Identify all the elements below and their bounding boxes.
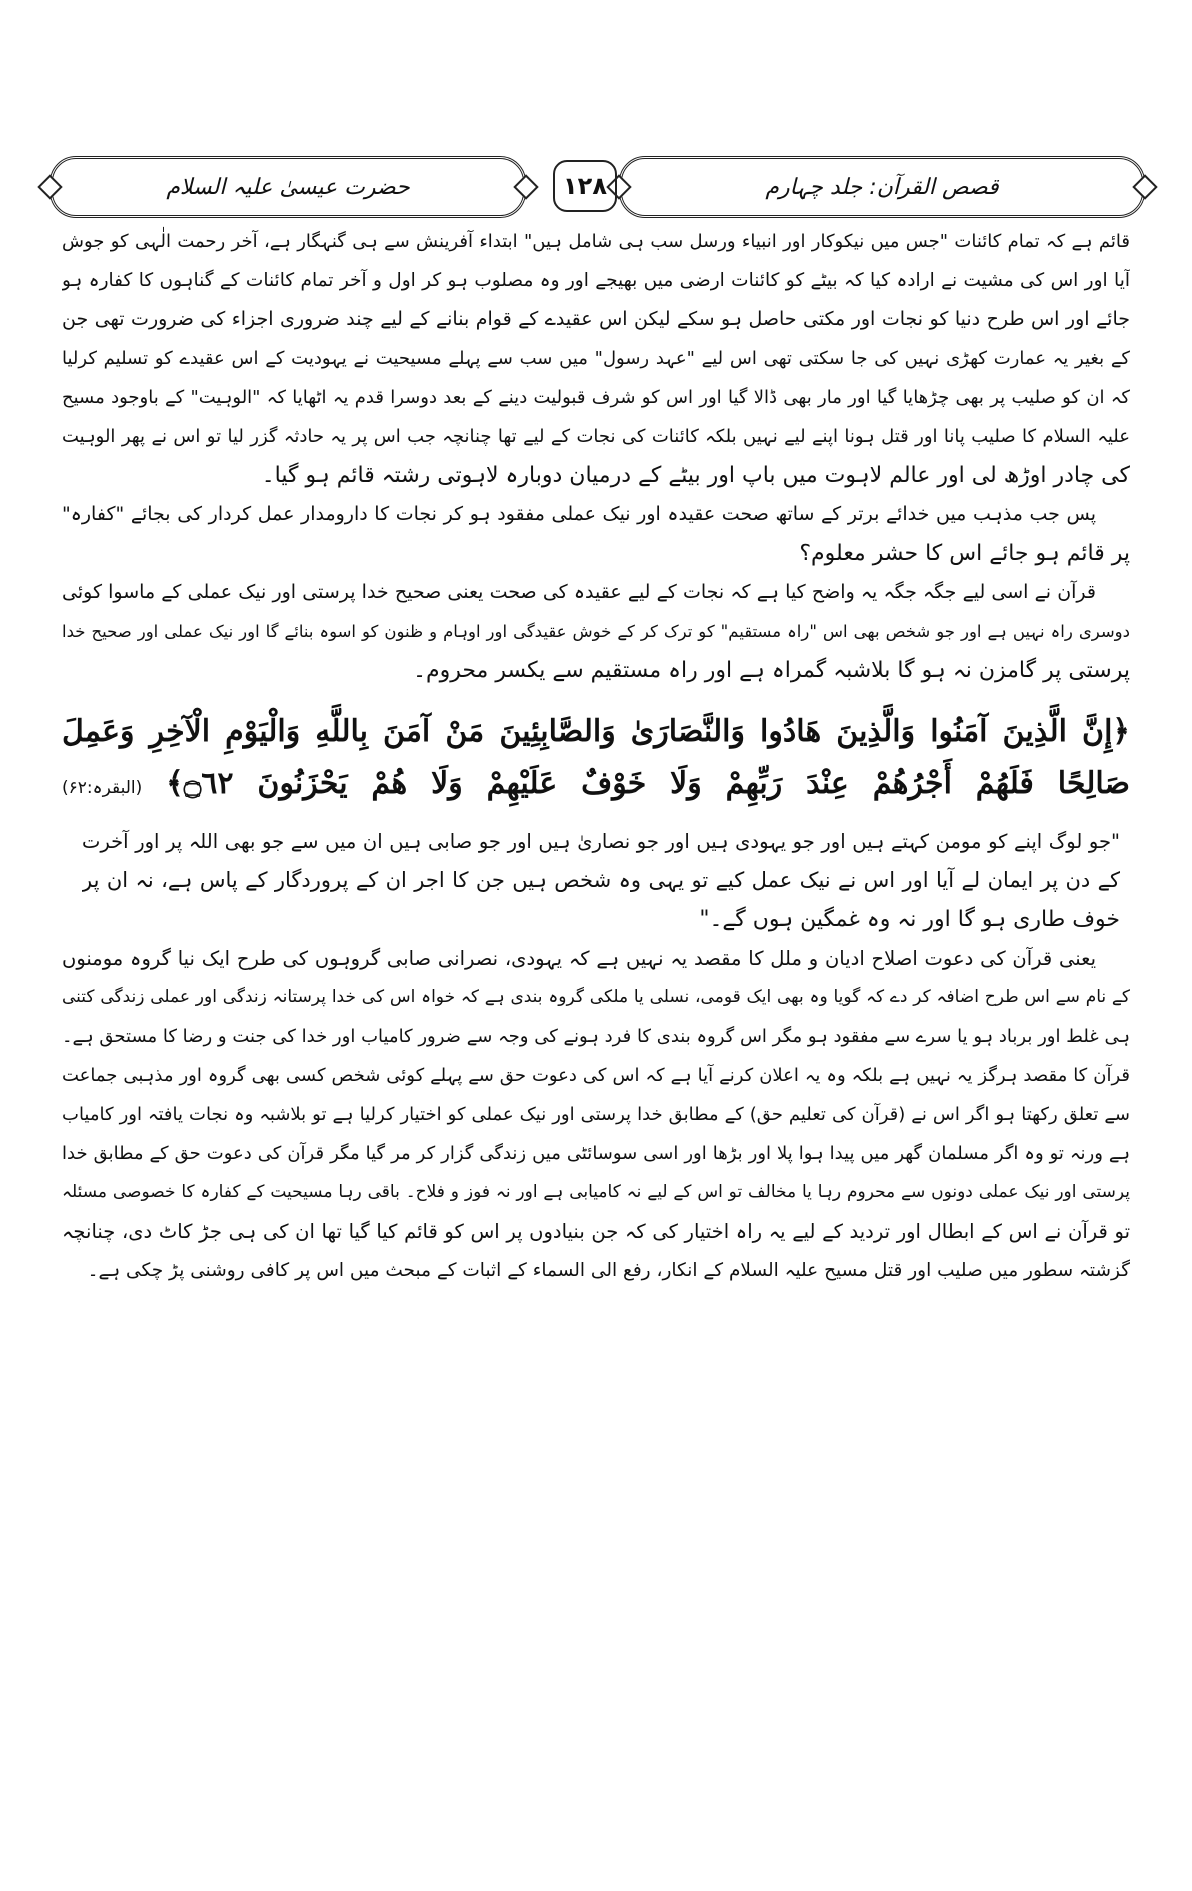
quran-verse: [62, 706, 1130, 814]
text-line: یعنی قرآن کی دعوت اصلاح ادیان و ملل کا مقصد یہ نہیں ہے کہ یہودی، نصرانی صابی گروہوں کی طرح ایک نیا گروہ مومنوں: [62, 947, 1096, 970]
book-title: قصص القرآن: جلد چہارم: [765, 174, 999, 200]
text-line: کے نام سے اس طرح اضافہ کر دے کہ گویا وہ بھی ایک قومی، نسلی یا ملکی گروہ بندی ہے کہ خواہ اس کی خدا پرستانہ زندگی اور عملی زندگی کتنی: [62, 987, 1130, 1007]
verse-reference: (البقرہ:۶۲): [62, 778, 143, 798]
verse-line: صَالِحًا فَلَهُمْ أَجْرُهُمْ عِنْدَ رَبِّهِمْ وَلَا خَوْفٌ عَلَيْهِمْ وَلَا هُمْ يَحْزَنُونَ ۝٦٢﴾: [166, 766, 1130, 801]
page-number: ۱۲۸: [553, 160, 617, 212]
text-line: قرآن کا مقصد ہرگز یہ نہیں ہے بلکہ وہ یہ اعلان کرنے آیا ہے کہ اس کی دعوت حق سے پہلے کوئی شخص کسی بھی گروہ اور مذہبی جماعت: [62, 1065, 1130, 1086]
page-body: [62, 222, 1130, 1290]
verse-translation: [62, 822, 1130, 939]
text-line: خوف طاری ہو گا اور نہ وہ غمگین ہوں گے۔": [699, 907, 1120, 932]
text-line: پرستی پر گامزن نہ ہو گا بلاشبہ گمراہ ہے اور راہ مستقیم سے یکسر محروم۔: [413, 658, 1130, 683]
text-line: کہ ان کو صلیب پر بھی چڑھایا گیا اور مار بھی ڈالا گیا اور اس کو شرف قبولیت دینے کے بعد دوسرا قدم یہ اٹھایا کہ "الوہیت" کے باوجود مسیح: [62, 387, 1130, 408]
text-line: "جو لوگ اپنے کو مومن کہتے ہیں اور جو یہودی ہیں اور جو نصاریٰ ہیں اور جو صابی ہیں ان میں سے جو بھی اللہ پر اور آخرت: [82, 830, 1120, 853]
text-line: ہی غلط اور برباد ہو یا سرے سے مفقود ہو مگر اس گروہ بندی کا فرد ہونے کی وجہ سے ضرور کامیاب اور خدا کی جنت و رضا کا مستحق ہے۔: [62, 1026, 1130, 1047]
text-line: تو قرآن نے اس کے ابطال اور تردید کے لیے یہ راہ اختیار کی کہ جن بنیادوں پر اس کو قائم کیا گیا تھا ان کی ہی جڑ کاٹ دی، چنانچہ: [62, 1220, 1130, 1243]
text-line: قائم ہے کہ تمام کائنات "جس میں نیکوکار اور انبیاء ورسل سب ہی شامل ہیں" ابتداء آفرینش سے ہی گنہگار ہے، آخر رحمت الٰہی کو جوش: [62, 231, 1130, 252]
text-line: علیہ السلام کا صلیب پانا اور قتل ہونا اپنے لیے نہیں بلکہ کائنات کی نجات کے لیے تھا چنانچہ جب اس پر یہ حادثہ گزر لیا تو اس نے پھر الوہیت: [62, 426, 1130, 447]
text-line: پس جب مذہب میں خدائے برتر کے ساتھ صحت عقیدہ اور نیک عملی مفقود ہو کر نجات کا دارومدار عمل کردار کی بجائے "کفارہ": [62, 503, 1096, 525]
text-line: جائے اور اس طرح دنیا کو نجات اور مکتی حاصل ہو سکے لیکن اس عقیدے کے قوام بنانے کے لیے چند ضروری اجزاء کی ضرورت تھی جن: [62, 308, 1130, 330]
verse-line-with-ref: [62, 758, 1130, 814]
text-line: کی چادر اوڑھ لی اور عالم لاہوت میں باپ اور بیٹے کے درمیان دوبارہ لاہوتی رشتہ قائم ہو گیا۔: [261, 463, 1130, 488]
text-line: سے تعلق رکھتا ہو اگر اس نے (قرآن کی تعلیم حق) کے مطابق خدا پرستی اور نیک عملی کو اختیار کرلیا ہے تو بلاشبہ وہ نجات یافتہ اور کامیاب: [62, 1104, 1130, 1125]
text-line: آیا اور اس کی مشیت نے ارادہ کیا کہ بیٹے کو کائنات ارضی میں بھیجے اور وہ مصلوب ہو کر اول و آخر تمام کائنات کے گناہوں کا کفارہ ہو: [62, 270, 1130, 291]
text-line: کے دن پر ایمان لے آیا اور اس نے نیک عمل کیے تو یہی وہ شخص ہیں جن کا اجر ان کے پروردگار کے پاس ہے، نہ ان پر: [82, 868, 1120, 892]
text-line: کے بغیر یہ عمارت کھڑی نہیں کی جا سکتی تھی اس لیے "عہد رسول" میں سب سے پہلے مسیحیت نے یہودیت کے اس عقیدے کو تسلیم کرلیا: [62, 348, 1130, 369]
text-line: قرآن نے اسی لیے جگہ جگہ یہ واضح کیا ہے کہ نجات کے لیے عقیدہ کی صحت یعنی صحیح خدا پرستی اور نیک عملی کے ماسوا کوئی: [62, 581, 1096, 603]
chapter-title: حضرت عیسیٰ علیہ السلام: [166, 174, 410, 200]
paragraph: [62, 495, 1130, 573]
text-line: گزشتہ سطور میں صلیب اور قتل مسیح علیہ السلام کے انکار، رفع الی السماء کے اثبات کے مبحث میں اس پر کافی روشنی پڑ چکی ہے۔: [87, 1260, 1130, 1281]
paragraph: [62, 573, 1130, 690]
book-title-cartouche: [619, 156, 1145, 218]
text-line: پرستی اور نیک عملی دونوں سے محروم رہا یا مخالف تو اس کے لیے نہ کامیابی ہے اور نہ فوز و فلاح۔ باقی رہا مسیحیت کے کفارہ کا خصوصی مسئلہ: [62, 1182, 1130, 1202]
verse-line: ﴿إِنَّ الَّذِينَ آمَنُوا وَالَّذِينَ هَادُوا وَالنَّصَارَىٰ وَالصَّابِئِينَ مَنْ آمَنَ بِاللَّهِ وَالْيَوْمِ الْآخِرِ وَعَمِلَ: [62, 714, 1130, 749]
chapter-title-cartouche: [50, 156, 526, 218]
text-line: دوسری راہ نہیں ہے اور جو شخص بھی اس "راہ مستقیم" کو ترک کر کے خوش عقیدگی اور اوہام و ظنون کو اسوہ بنائے گا اور نیک عملی اور صحیح خدا: [62, 622, 1130, 641]
paragraph: [62, 222, 1130, 495]
page-header: [30, 150, 1165, 220]
text-line: پر قائم ہو جائے اس کا حشر معلوم؟: [799, 541, 1130, 566]
paragraph: [62, 939, 1130, 1290]
text-line: ہے ورنہ تو وہ اگر مسلمان گھر میں پیدا ہوا پلا اور بڑھا اور اسی سوسائٹی میں زندگی گزار کر مر گیا مگر قرآن کی دعوت حق کے مطابق خدا: [62, 1143, 1130, 1164]
